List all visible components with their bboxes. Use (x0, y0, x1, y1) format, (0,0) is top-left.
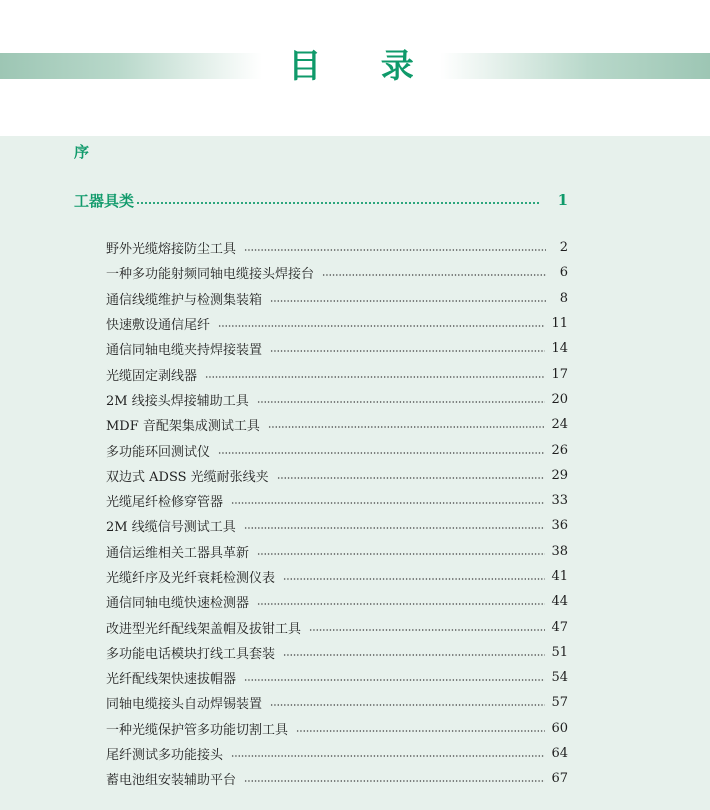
toc-entry-title: 通信运维相关工器具革新 (106, 545, 250, 561)
dot-leader (218, 325, 545, 327)
dot-leader (270, 300, 546, 302)
page-title: 目 录 (288, 46, 438, 85)
dot-leader (244, 679, 545, 681)
toc-entry-page-number: 44 (551, 594, 568, 610)
dot-leader (309, 629, 545, 631)
toc-entry-page-number: 20 (551, 391, 568, 407)
toc-entry[interactable] (106, 513, 568, 538)
toc-entry[interactable] (106, 640, 568, 665)
toc-entry-title: 2M 线接头焊接辅助工具 (106, 393, 249, 409)
toc-entry-title: 通信同轴电缆快速检测器 (106, 596, 250, 612)
toc-entry-page-number: 47 (551, 619, 568, 635)
toc-entry[interactable] (106, 690, 568, 715)
toc-entry[interactable] (106, 463, 568, 488)
section-title: 工器具类 (74, 191, 135, 210)
toc-entry-list (106, 235, 568, 792)
toc-entry-page-number: 33 (551, 493, 568, 509)
dot-leader (283, 654, 545, 656)
toc-entry-title: 一种光缆保护管多功能切割工具 (106, 722, 289, 738)
dot-leader (268, 426, 546, 428)
toc-entry-title: 光纤配线架快速拔帽器 (106, 672, 237, 688)
toc-entry-title: 光缆尾纤检修穿管器 (106, 495, 224, 511)
toc-entry-page-number: 11 (551, 316, 568, 332)
toc-entry[interactable] (106, 437, 568, 462)
toc-entry[interactable] (106, 488, 568, 513)
toc-entry-page-number: 60 (551, 720, 568, 736)
toc-entry[interactable] (106, 614, 568, 639)
toc-entry-page-number: 14 (551, 341, 568, 357)
title-band-left (0, 53, 262, 79)
toc-entry-page-number: 6 (559, 265, 568, 281)
toc-entry[interactable] (106, 336, 568, 361)
toc-entry-page-number: 57 (551, 695, 568, 711)
toc-entry-page-number: 24 (551, 417, 568, 433)
toc-entry-title: 通信线缆维护与检测集装箱 (106, 292, 263, 308)
toc-entry[interactable] (106, 766, 568, 791)
dot-leader (257, 401, 546, 403)
dot-leader (257, 603, 545, 605)
title-band-right (440, 53, 710, 79)
toc-entry-page-number: 54 (551, 670, 568, 686)
dot-leader (283, 578, 545, 580)
toc-entry-title: 野外光缆熔接防尘工具 (106, 242, 237, 258)
toc-entry-title: 2M 线缆信号测试工具 (106, 520, 236, 536)
toc-entry-title: 双边式 ADSS 光缆耐张线夹 (106, 469, 269, 485)
toc-entry-page-number: 36 (551, 518, 568, 534)
toc-entry[interactable] (106, 564, 568, 589)
dot-leader (136, 202, 540, 204)
toc-entry-page-number: 2 (559, 240, 568, 256)
toc-entry[interactable] (106, 361, 568, 386)
toc-section-heading[interactable] (74, 189, 568, 211)
dot-leader (322, 274, 546, 276)
toc-entry[interactable] (106, 412, 568, 437)
dot-leader (218, 452, 545, 454)
section-page-number: 1 (557, 191, 568, 209)
dot-leader (205, 376, 545, 378)
toc-entry-page-number: 26 (551, 442, 568, 458)
dot-leader (270, 350, 545, 352)
toc-entry[interactable] (106, 387, 568, 412)
toc-entry-page-number: 41 (551, 569, 568, 584)
toc-entry[interactable] (106, 286, 568, 311)
toc-entry-page-number: 67 (551, 771, 568, 787)
dot-leader (270, 704, 545, 706)
toc-entry[interactable] (106, 311, 568, 336)
toc-entry-title: 光缆固定剥线器 (106, 368, 198, 384)
toc-entry-title: 蓄电池组安装辅助平台 (106, 773, 237, 789)
dot-leader (231, 502, 545, 504)
toc-entry-title: 通信同轴电缆夹持焊接装置 (106, 343, 263, 359)
toc-entry-title: 多功能环回测试仪 (106, 444, 211, 460)
toc-entry[interactable] (106, 716, 568, 741)
dot-leader (277, 477, 546, 479)
toc-entry-page-number: 51 (551, 644, 568, 660)
toc-entry[interactable] (106, 539, 568, 564)
toc-entry-page-number: 17 (551, 366, 568, 382)
toc-entry-title: 一种多功能射频同轴电缆接头焊接台 (106, 267, 315, 283)
toc-entry[interactable] (106, 741, 568, 766)
toc-entry-title: 光缆纤序及光纤衰耗检测仪表 (106, 571, 276, 586)
toc-entry-page-number: 8 (559, 290, 568, 306)
toc-entry[interactable] (106, 235, 568, 260)
toc-entry[interactable] (106, 589, 568, 614)
toc-entry-title: 改进型光纤配线架盖帽及拔钳工具 (106, 621, 302, 637)
toc-preface[interactable]: 序 (74, 143, 90, 161)
toc-entry-title: MDF 音配架集成测试工具 (106, 419, 260, 435)
toc-entry-page-number: 29 (551, 467, 568, 483)
dot-leader (296, 730, 545, 732)
dot-leader (244, 249, 546, 251)
toc-entry-title: 快速敷设通信尾纤 (106, 318, 211, 334)
toc-entry-page-number: 38 (551, 543, 568, 559)
toc-entry-title: 尾纤测试多功能接头 (106, 748, 224, 764)
toc-entry[interactable] (106, 665, 568, 690)
toc-entry[interactable] (106, 260, 568, 285)
dot-leader (231, 755, 545, 757)
dot-leader (244, 527, 546, 529)
dot-leader (244, 780, 545, 782)
toc-entry-title: 同轴电缆接头自动焊锡装置 (106, 697, 263, 713)
toc-entry-page-number: 64 (551, 746, 568, 762)
toc-entry-title: 多功能电话模块打线工具套装 (106, 646, 276, 662)
dot-leader (257, 553, 545, 555)
